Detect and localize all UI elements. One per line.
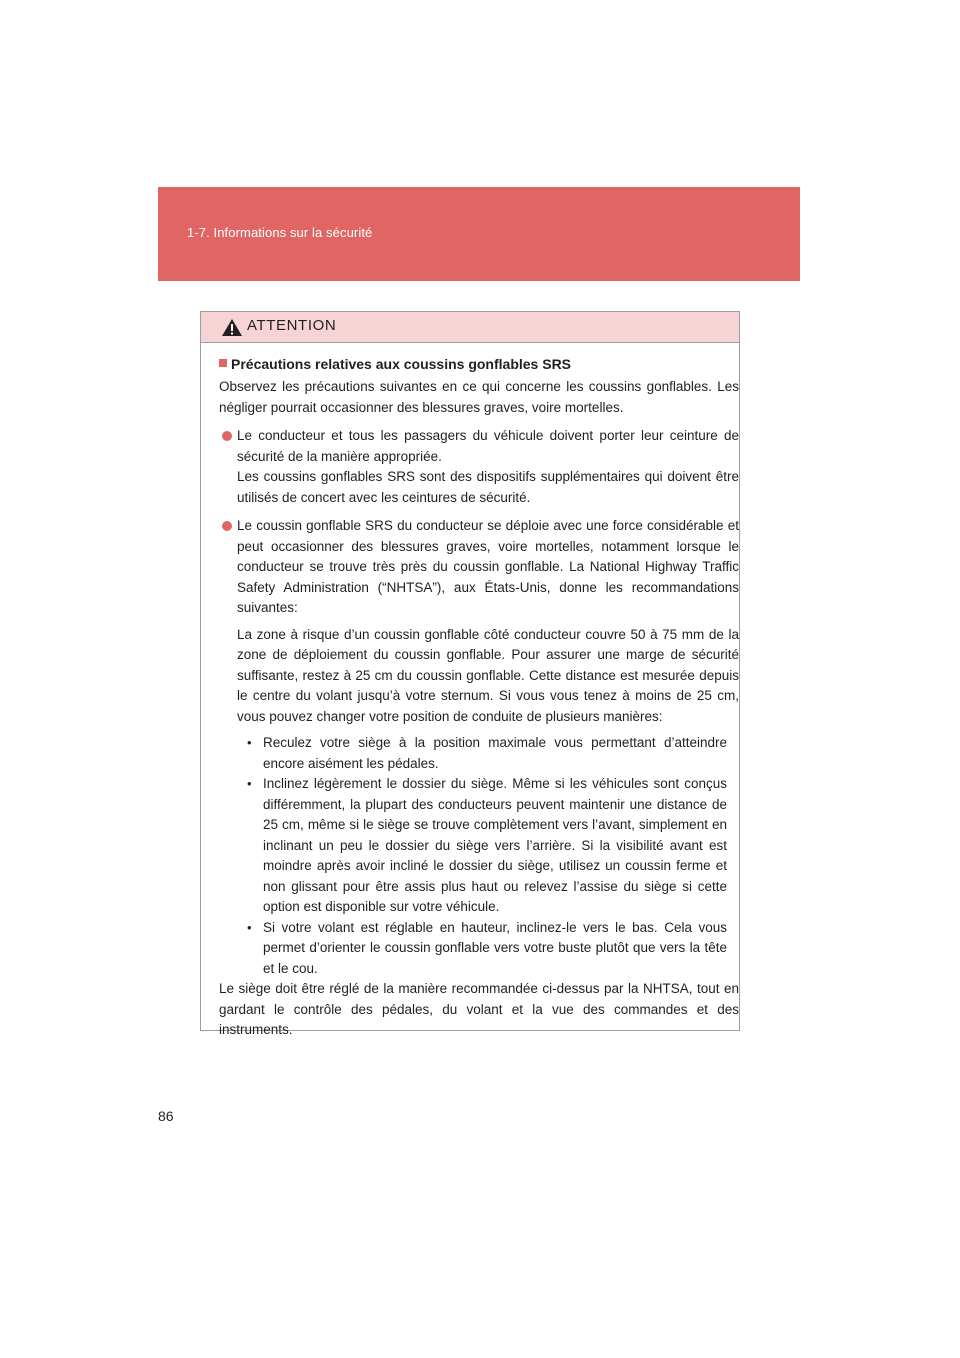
- section-header-band: [158, 187, 800, 281]
- warning-header: [201, 312, 739, 343]
- section-title: 1-7. Informations sur la sécurité: [187, 225, 373, 240]
- closing-paragraph: Le siège doit être réglé de la manière recommandée ci-dessus par la NHTSA, tout en gardant le contrôle des pédales, du volant et la vue des commandes et des instruments.: [219, 981, 739, 1037]
- bullet-text: Le coussin gonflable SRS du conducteur se déploie avec une force considérable et peut occasionner des blessures graves, voire mortelles, notamment lorsque le conducteur se trouve très près du coussin gonflable. La National Highway Traffic Safety Administration (“NHTSA”), aux États-Unis, donne les recommandations suivantes:: [237, 518, 739, 615]
- warning-heading: [219, 354, 739, 374]
- recommendation-list: [237, 733, 739, 979]
- bullet-text: Le conducteur et tous les passagers du véhicule doivent porter leur ceinture de sécurité de la manière appropriée.: [237, 428, 739, 464]
- bullet-item-seatbelt: [219, 426, 739, 508]
- list-item-text: Inclinez légèrement le dossier du siège. Même si les véhicules sont conçus différemment, la plupart des conducteurs peuvent maintenir une distance de 25 cm, même si le siège se trouve complètement vers l’avant, simplement en inclinant un peu le dossier du siège vers l’arrière. Si la visibilité avant est moindre après avoir incliné le dossier du siège, utilisez un coussin ferme et non glissant pour être assis plus haut ou relevez l’assise du siège si cette option est disponible sur votre véhicule.: [263, 776, 727, 914]
- warning-label: ATTENTION: [247, 317, 337, 334]
- warning-content: [219, 354, 739, 1041]
- bullet-item-driver-airbag: [219, 516, 739, 979]
- warning-heading-text: Précautions relatives aux coussins gonflables SRS: [231, 356, 572, 372]
- round-bullet-icon: [222, 521, 232, 531]
- list-item-text: Reculez votre siège à la position maximale vous permettant d’atteindre encore aisément les pédales.: [263, 735, 727, 771]
- list-bullet: •: [247, 919, 252, 935]
- intro-paragraph: Observez les précautions suivantes en ce qui concerne les coussins gonflables. Les négliger pourrait occasionner des blessures graves, voire mortelles.: [219, 379, 739, 415]
- list-item: [237, 733, 727, 774]
- list-item-text: Si votre volant est réglable en hauteur, inclinez-le vers le bas. Cela vous permet d’orienter le coussin gonflable vers votre buste plutôt que vers la tête et le cou.: [263, 919, 727, 976]
- page-number: 86: [158, 1108, 174, 1124]
- bullet-text: Les coussins gonflables SRS sont des dispositifs supplémentaires qui doivent être utilisés de concert avec les ceintures de sécurité.: [237, 469, 739, 505]
- warning-box: [200, 311, 740, 1037]
- bullet-detail: La zone à risque d’un coussin gonflable côté conducteur couvre 50 à 75 mm de la zone de déploiement du coussin gonflable. Pour assurer une marge de sécurité suffisante, restez à 25 cm du coussin gonflable. Cette distance est mesurée depuis le centre du volant jusqu’à votre sternum. Si vous vous tenez à moins de 25 cm, vous pouvez changer votre position de conduite de plusieurs manières:: [237, 626, 739, 724]
- list-bullet: •: [247, 776, 252, 791]
- list-item: [237, 918, 727, 980]
- square-bullet-icon: [219, 359, 227, 367]
- list-bullet: •: [247, 735, 252, 750]
- warning-triangle-icon: [221, 318, 243, 337]
- list-item: [237, 774, 727, 918]
- round-bullet-icon: [222, 431, 232, 441]
